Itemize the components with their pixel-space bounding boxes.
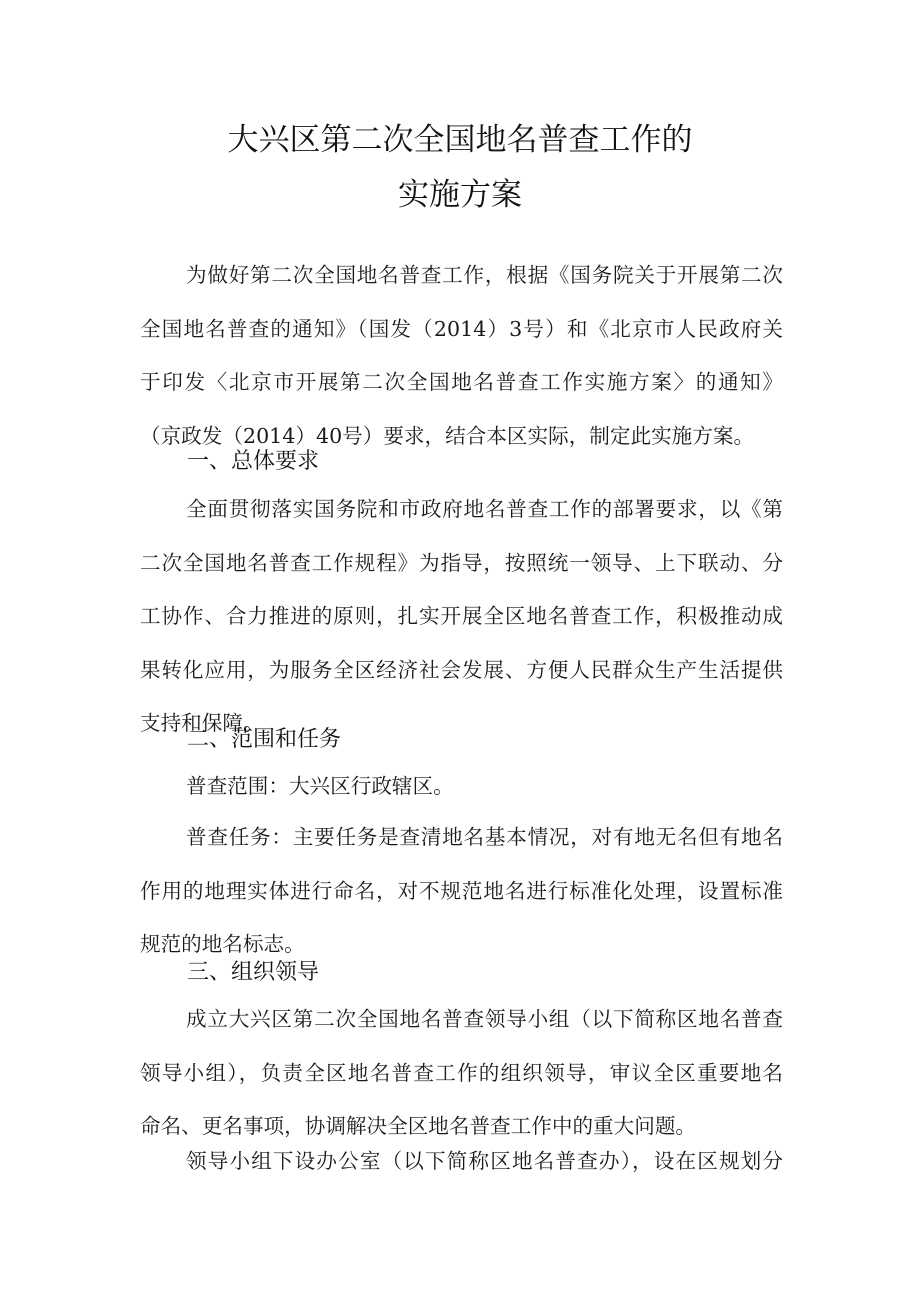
task-line: 作用的地理实体进行命名，对不规范地名进行标准化处理，设置标准 xyxy=(140,878,783,903)
section-1-line: 工协作、合力推进的原则，扎实开展全区地名普查工作，积极推动成 xyxy=(140,604,783,628)
section-3-line: 命名、更名事项，协调解决全区地名普查工作中的重大问题。 xyxy=(140,1114,697,1138)
section-3-line: 领导小组），负责全区地名普查工作的组织领导，审议全区重要地名 xyxy=(140,1060,783,1085)
task-line: 普查任务：主要任务是查清地名基本情况，对有地无名但有地名 xyxy=(186,825,783,849)
section-1-line: 全面贯彻落实国务院和市政府地名普查工作的部署要求，以《第 xyxy=(186,497,783,521)
section-3-paragraph-2 xyxy=(140,1135,783,1189)
section-3-paragraph-1 xyxy=(140,993,783,1154)
intro-paragraph xyxy=(140,249,783,463)
section-1-heading: 一、总体要求 xyxy=(187,449,320,474)
section-2-heading: 二、范围和任务 xyxy=(187,727,342,752)
section-1-line: 果转化应用，为服务全区经济社会发展、方便人民群众生产生活提供 xyxy=(140,657,783,682)
section-1-paragraph xyxy=(140,483,783,751)
section-1-line: 支持和保障。 xyxy=(140,711,264,735)
section-1-line: 二次全国地名普查工作规程》为指导，按照统一领导、上下联动、分 xyxy=(140,550,783,575)
section-2-scope xyxy=(140,760,783,814)
intro-line: 全国地名普查的通知》（国发（2014）3号）和《北京市人民政府关 xyxy=(140,316,783,341)
intro-line: 于印发〈北京市开展第二次全国地名普查工作实施方案〉的通知》 xyxy=(140,370,783,394)
section-2-task-paragraph xyxy=(140,811,783,972)
scope-line: 普查范围：大兴区行政辖区。 xyxy=(186,774,454,798)
intro-line: 为做好第二次全国地名普查工作，根据《国务院关于开展第二次 xyxy=(186,263,783,287)
section-3-line: 成立大兴区第二次全国地名普查领导小组（以下简称区地名普查 xyxy=(186,1007,783,1031)
document-title-line-2: 实施方案 xyxy=(398,177,522,213)
intro-line: （京政发（2014）40号）要求，结合本区实际，制定此实施方案。 xyxy=(140,423,755,448)
document-title-line-1: 大兴区第二次全国地名普查工作的 xyxy=(227,122,693,158)
section-3-line: 领导小组下设办公室（以下简称区地名普查办），设在区规划分 xyxy=(186,1149,783,1173)
section-3-heading: 三、组织领导 xyxy=(187,960,320,985)
task-line: 规范的地名标志。 xyxy=(140,932,305,956)
